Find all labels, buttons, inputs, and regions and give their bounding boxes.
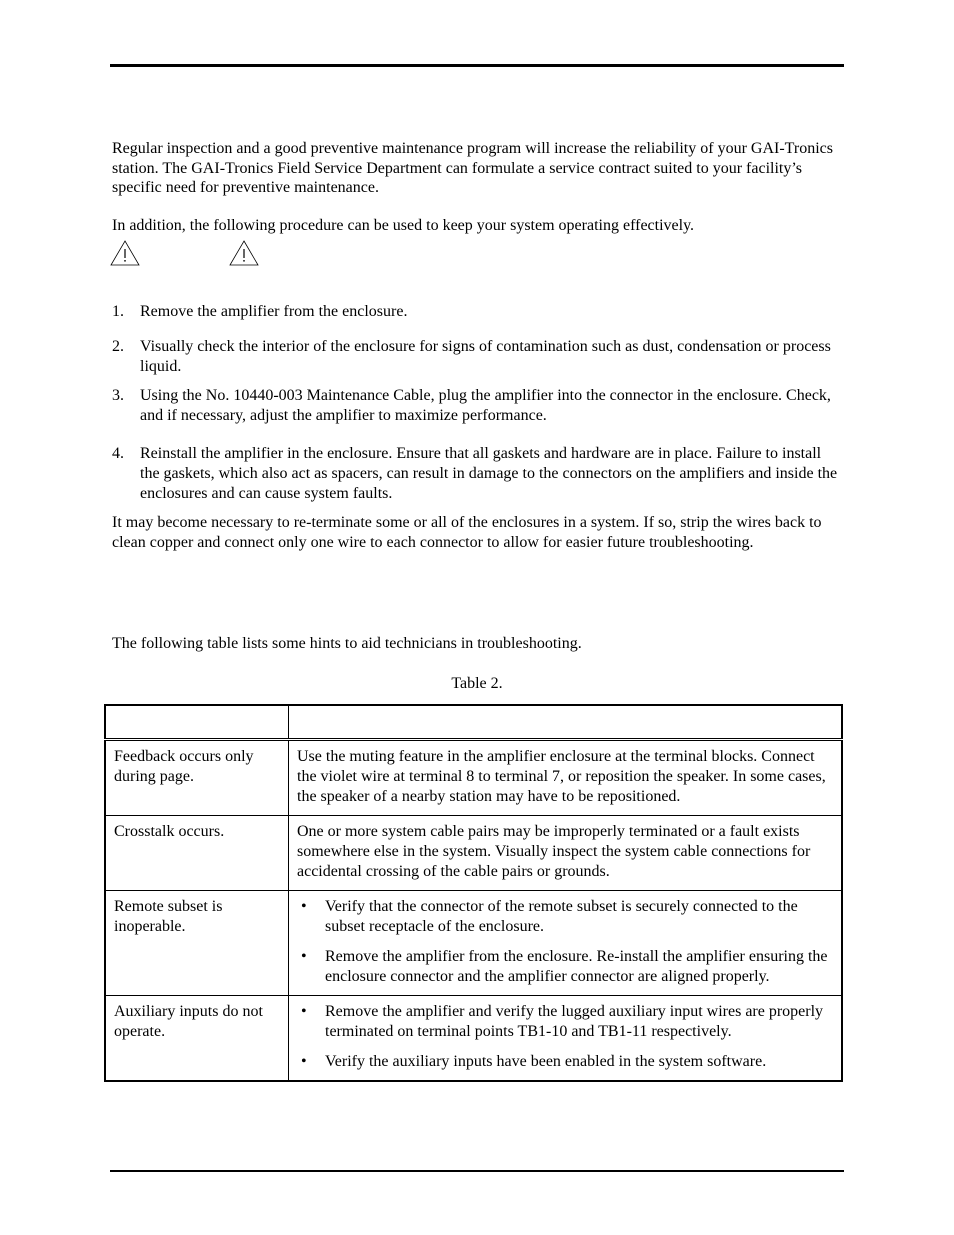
- troubleshooting-table: [104, 704, 843, 1082]
- solution-bullet: • Verify the auxiliary inputs have been enabled in the system software.: [297, 1052, 833, 1072]
- footer-rule: [110, 1170, 844, 1172]
- solution-cell: Use the muting feature in the amplifier enclosure at the terminal blocks. Connect the violet wire at terminal 8 to terminal 7, or reposition the speaker. In some cases, the speaker of a nearby station may have to be repositioned.: [289, 740, 843, 816]
- table-row: [105, 891, 842, 996]
- warning-triangle-icon: [110, 240, 140, 266]
- maintenance-addition: In addition, the following procedure can be used to keep your system operating effectively.: [112, 217, 695, 234]
- solution-cell: One or more system cable pairs may be improperly terminated or a fault exists somewhere else in the system. Visually inspect the system cable connections for accidental crossing of the cable pairs or grounds.: [289, 816, 843, 891]
- step-text: Reinstall the amplifier in the enclosure. Ensure that all gaskets and hardware are in place. Failure to install the gaskets, which also act as spacers, can result in damage to the connectors on the amplifiers and inside the enclosures and can cause system faults.: [140, 445, 838, 502]
- header-rule: [110, 64, 844, 67]
- table-row: [105, 816, 842, 891]
- maintenance-intro: Regular inspection and a good preventive maintenance program will increase the reliability of your GAI-Tronics station. The GAI-Tronics Field Service Department can formulate a service contract suited to your facility’s specific need for preventive maintenance.: [112, 140, 833, 196]
- reterminate-paragraph: It may become necessary to re-terminate some or all of the enclosures in a system. If so, strip the wires back to clean copper and connect only one wire to each connector to allow for easier future troubleshooting.: [112, 514, 822, 551]
- header-cell-solution: [289, 705, 843, 740]
- step-number: 3.: [112, 387, 124, 404]
- solution-bullet: • Verify that the connector of the remote subset is securely connected to the subset receptacle of the enclosure.: [297, 897, 833, 937]
- solution-list: [297, 897, 833, 987]
- problem-cell: Crosstalk occurs.: [105, 816, 289, 891]
- header-cell-problem: [105, 705, 289, 740]
- solution-list: [297, 1002, 833, 1072]
- solution-bullet: • Remove the amplifier and verify the lugged auxiliary input wires are properly terminated on terminal points TB1-10 and TB1-11 respectively.: [297, 1002, 833, 1042]
- solution-cell: [289, 891, 843, 996]
- problem-cell: Auxiliary inputs do not operate.: [105, 996, 289, 1082]
- table-header-row: [105, 705, 842, 740]
- warning-triangle-icon: [229, 240, 259, 266]
- step-text: Remove the amplifier from the enclosure.: [140, 303, 408, 320]
- table-row: [105, 740, 842, 816]
- problem-cell: Feedback occurs only during page.: [105, 740, 289, 816]
- solution-bullet: • Remove the amplifier from the enclosure. Re-install the amplifier ensuring the enclosure connector and the amplifier connector are aligned properly.: [297, 947, 833, 987]
- step-text: Using the No. 10440-003 Maintenance Cable, plug the amplifier into the connector in the enclosure. Check, and if necessary, adjust the amplifier to maximize performance.: [140, 387, 831, 424]
- step-number: 2.: [112, 338, 124, 355]
- step-text: Visually check the interior of the enclosure for signs of contamination such as dust, condensation or process liquid.: [140, 338, 831, 375]
- table-caption: Table 2.: [451, 675, 503, 692]
- step-number: 4.: [112, 445, 124, 462]
- step-number: 1.: [112, 303, 124, 320]
- table-row: [105, 996, 842, 1082]
- troubleshooting-intro: The following table lists some hints to aid technicians in troubleshooting.: [112, 635, 582, 652]
- solution-cell: [289, 996, 843, 1082]
- problem-cell: Remote subset is inoperable.: [105, 891, 289, 996]
